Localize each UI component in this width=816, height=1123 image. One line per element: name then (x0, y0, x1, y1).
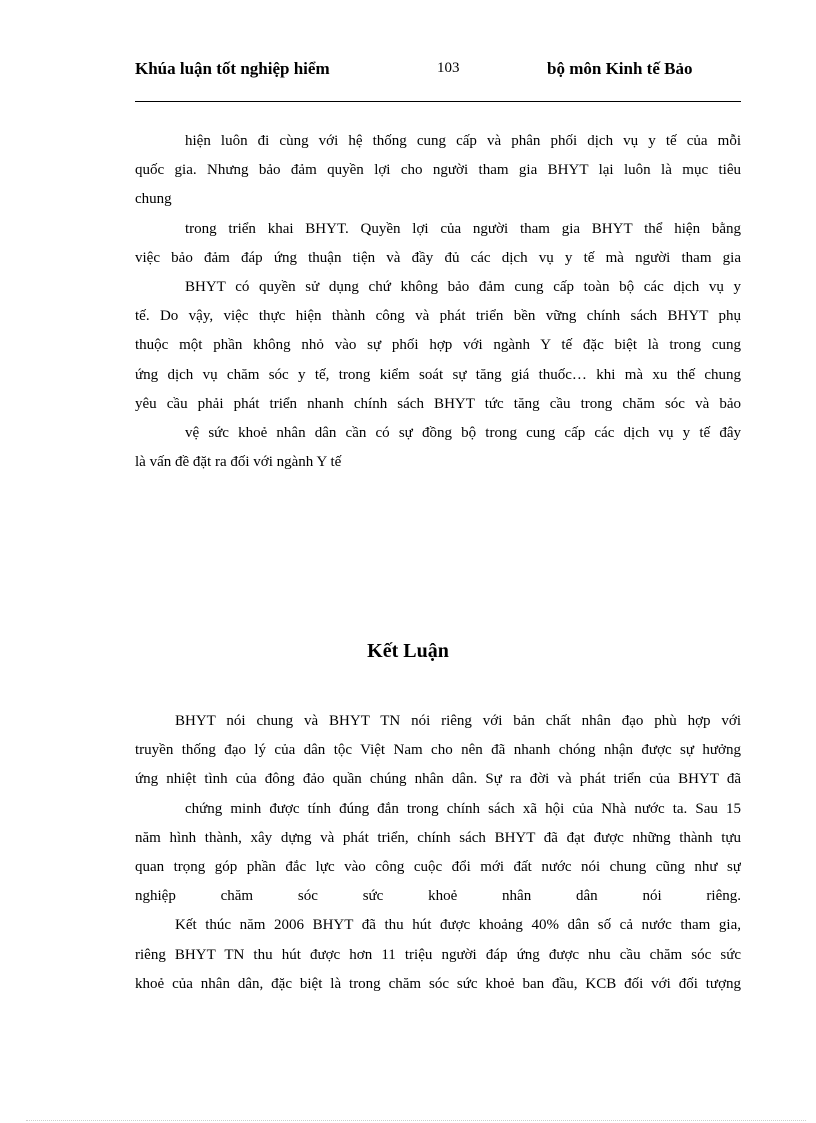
text-line: chứng minh được tính đúng đắn trong chính sách xã hội của Nhà nước ta. Sau 15 (185, 800, 741, 817)
text-line: Kết thúc năm 2006 BHYT đã thu hút được khoảng 40% dân số cả nước tham gia, (175, 917, 741, 934)
page-header (135, 58, 741, 102)
text-line: chung (135, 191, 172, 208)
text-line: trong triển khai BHYT. Quyền lợi của người tham gia BHYT thể hiện bằng (185, 220, 741, 237)
text-line: BHYT có quyền sử dụng chứ không bảo đảm cung cấp toàn bộ các dịch vụ y (185, 278, 741, 295)
header-department: bộ môn Kinh tế Bảo (547, 59, 693, 78)
text-line: truyền thống đạo lý của dân tộc Việt Nam cho nên đã nhanh chóng nhận được sự hưởng (135, 742, 741, 759)
section-heading-conclusion: Kết Luận (367, 640, 449, 662)
text-line: khoẻ của nhân dân, đặc biệt là trong chăm sóc sức khoẻ ban đầu, KCB đối với đối tượng (135, 975, 741, 992)
paragraph-health-service (135, 127, 741, 477)
text-line: ứng dịch vụ chăm sóc y tế, trong kiểm soát sự tăng giá thuốc… khi mà xu thế chung (135, 366, 741, 383)
text-line: ứng nhiệt tình của đông đảo quần chúng nhân dân. Sự ra đời và phát triển của BHYT đã (135, 771, 741, 788)
text-line: là vấn đề đặt ra đối với ngành Y tế (135, 454, 342, 471)
text-line: quan trọng góp phần đắc lực vào công cuộc đổi mới đất nước nói chung cũng như sự (135, 858, 741, 875)
text-line: thuộc một phần không nhỏ vào sự phối hợp với ngành Y tế đặc biệt là trong cung (135, 337, 741, 354)
text-line: hiện luôn đi cùng với hệ thống cung cấp và phân phối dịch vụ y tế của mỗi (185, 133, 741, 149)
page-number: 103 (437, 60, 460, 76)
paragraph-conclusion (135, 707, 741, 999)
text-line: việc bảo đảm đáp ứng thuận tiện và đầy đủ các dịch vụ y tế mà người tham gia (135, 249, 741, 266)
text-line: năm hình thành, xây dựng và phát triển, chính sách BHYT đã đạt được những thành tựu (135, 829, 741, 846)
text-line: vệ sức khoẻ nhân dân cần có sự đồng bộ trong cung cấp các dịch vụ y tế đây (185, 424, 741, 441)
text-line: yêu cầu phải phát triển nhanh chính sách BHYT tức tăng cầu trong chăm sóc và bảo (135, 395, 741, 412)
text-line: tế. Do vậy, việc thực hiện thành công và phát triển bền vững chính sách BHYT phụ (135, 308, 741, 325)
text-line: quốc gia. Nhưng bảo đảm quyền lợi cho người tham gia BHYT lại luôn là mục tiêu (135, 162, 741, 179)
page-bottom-border (26, 1120, 806, 1121)
text-line: riêng BHYT TN thu hút được hơn 11 triệu người đáp ứng được nhu cầu chăm sóc sức (135, 946, 741, 963)
text-line: BHYT nói chung và BHYT TN nói riêng với bản chất nhân đạo phù hợp với (175, 713, 741, 729)
header-thesis-title: Khúa luận tốt nghiệp hiểm (135, 59, 330, 78)
header-divider (135, 101, 741, 102)
text-line: nghiệp chăm sóc sức khoẻ nhân dân nói riêng. (135, 888, 741, 905)
